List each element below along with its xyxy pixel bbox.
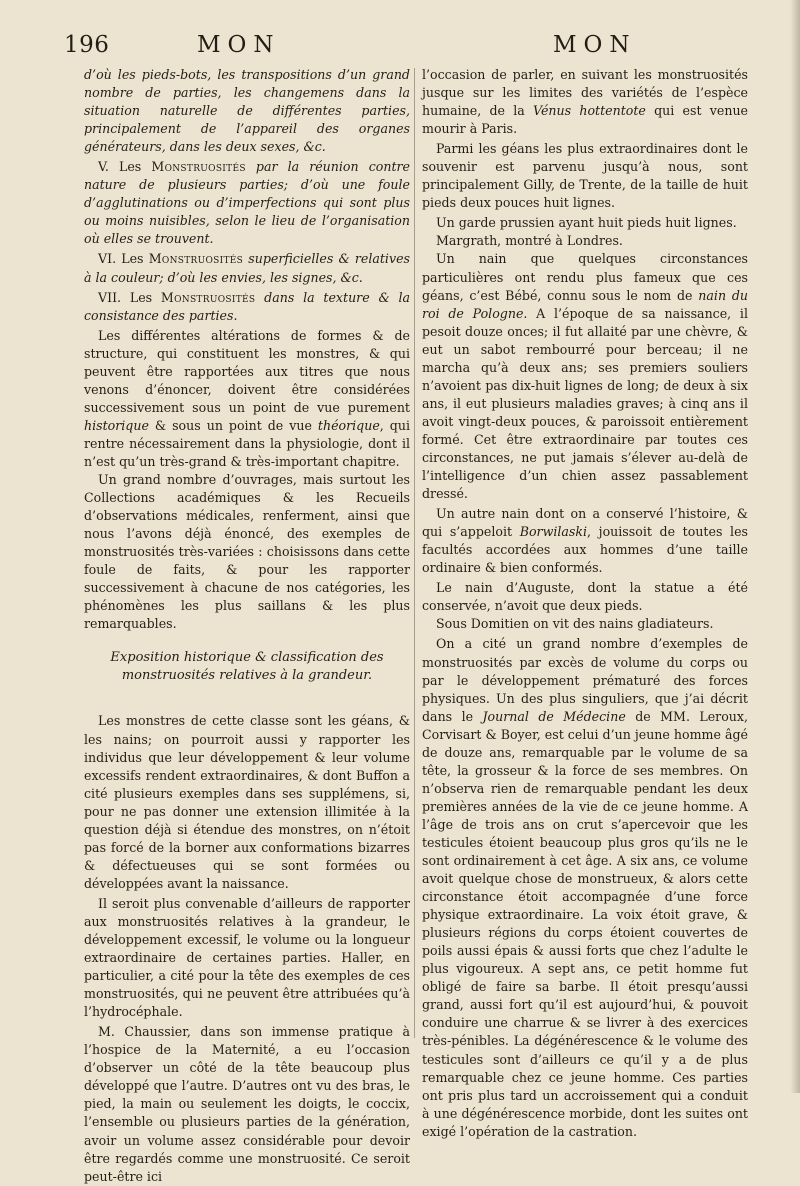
text: V. Les — [98, 159, 152, 175]
text: VII. Les — [98, 289, 161, 305]
paragraph: d’où les pieds-bots, les transpositions d’un grand nombre de parties, les changemens dans la situation naturelle de différentes parties, principalement de l’appareil des organes générateurs, dans les deux sexes, &c. — [84, 67, 410, 155]
text: Un nain que quelques circonstances particulières ont rendu plus fameux que ces géans, c’est Bébé, connu sous le nom de — [422, 251, 748, 303]
text: de MM. Leroux, Corvisart & Boyer, est celui d’un jeune homme âgé de douze ans, remarquable par le volume de sa tête, la grosseur & la force de ses membres. On n’observa rien de remarquable pendant les deux premières années de la vie de ce jeune homme. A l’âge de trois ans on crut s’apercevoir que les testicules étoient beaucoup plus gros qu’ils ne le sont ordinairement à cet âge. A six ans, ce volume avoit quelque chose de monstrueux, & alors cette circonstance étoit accompagnée d’une force physique extraordinaire. La voix étoit grave, & plusieurs régions du corps étoient couvertes de poils aussi épais & aussi forts que chez l’adulte le plus vigoureux. A sept ans, ce petit homme fut obligé de faire sa barbe. Il étoit presqu’aussi grand, aussi fort qu’il est aujourd’hui, & pouvoit conduire une charrue & se livrer à des exercices très-pénibles. La dégénérescence & le volume des testicules sont d’ailleurs ce qu’il y a de plus remarquable chez ce jeune homme. Ces parties ont pris plus tard un accroissement qui a conduit à une dégénérescence morbide, dont les suites ont exigé l’opération de la castration. — [422, 708, 749, 1139]
small-caps-term: Monstruosités — [160, 289, 256, 305]
text: Les différentes altérations de formes & de structure, qui constituent les monstres, & qui peuvent être rapportées aux titres que nous venons d’énoncer, doivent être considérées successivement sous un point de vue purement — [84, 327, 410, 415]
text: , qui rentre nécessairement dans la physiologie, dont il n’est qu’un très-grand & très-important chapitre. — [84, 417, 410, 469]
text: On a cité un grand nombre d’exemples de monstruosités par excès de volume du corps ou par le développement prématuré des forces physiques. Un des plus singuliers, que j’ai décrit dans le — [422, 636, 748, 724]
paragraph: Il seroit plus convenable d’ailleurs de rapporter aux monstruosités relatives à la grandeur, le développement excessif, le volume ou la longueur extraordinaire de certaines parties. Haller, en particulier, a cité pour la tête des exemples de ces monstruosités, qui ne peuvent être attribuées qu’à l’hydrocéphale. — [84, 895, 410, 1020]
text: . A l’époque de sa naissance, il pesoit douze onces; il fut allaité par une chèvre, & eut un sabot rembourré pour berceau; il ne marcha qu’à deux ans; ses premiers souliers n’avoient pas dix-huit lignes de long; de deux à six ans, il eut plusieurs maladies graves; à cinq ans il avoit vingt-deux pouces, & paroissoit entièrement formé. Cet être extraordinaire par toutes ces circonstances, ne put jamais s’élever au-delà de l’intelligence d’un chien assez passablement dressé. — [422, 305, 748, 502]
italic-text: superficielles & relatives à la couleur; d’où les envies, les signes, &c. — [84, 251, 410, 285]
small-caps-term: Monstruosités — [151, 159, 246, 175]
italic-text: Journal de Médecine — [482, 708, 626, 724]
italic-text: dans la texture & la consistance des parties. — [84, 289, 410, 323]
running-head-right: MON — [553, 32, 637, 58]
paragraph — [422, 66, 748, 138]
paragraph — [84, 327, 410, 471]
italic-text: théorique — [317, 417, 380, 433]
category-vii — [84, 289, 410, 325]
column-divider — [414, 68, 415, 1038]
text: , jouissoit de toutes les facultés accordées aux hommes d’une taille ordinaire & bien conformés. — [422, 524, 748, 576]
italic-text: par la réunion contre nature de plusieurs parties; d’où une foule d’agglutinations ou d’imperfections qui sont plus ou moins nuisibles, selon le lieu de l’organisation où elles se trouvent. — [84, 159, 410, 247]
italic-text: Borwilaski — [519, 524, 588, 540]
paragraph: Les monstres de cette classe sont les géans, & les nains; on pourroit aussi y rapporter les individus que leur développement & leur volume excessifs rendent extraordinaires, & dont Buffon a cité plusieurs exemples dans ses supplémens, si, pour ne pas donner une extension illimitée à la question déjà si étendue des monstres, on n’étoit pas forcé de la borner aux conformations bizarres & défectueuses qui se sont formées ou développées avant la naissance. — [84, 713, 410, 891]
category-vi — [84, 250, 410, 286]
paragraph: Un grand nombre d’ouvrages, mais surtout les Collections académiques & les Recueils d’observations médicales, renferment, ainsi que nous l’avons déjà énoncé, des exemples de monstruosités très-variées : choisissons dans cette foule de faits, & pour les rapporter successivement à chacune de nos catégories, les phénomènes les plus saillans & les plus remarquables. — [84, 472, 410, 632]
paragraph: M. Chaussier, dans son immense pratique à l’hospice de la Maternité, a eu l’occasion d’observer un côté de la tête beaucoup plus développé que l’autre. D’autres ont vu des bras, le pied, la main ou seulement les doigts, le coccix, l’ensemble ou plusieurs parties de la génération, avoir un volume assez considérable pour devoir être regardés comme une monstruosité. Ce seroit peut-être ici — [84, 1024, 410, 1184]
paragraph: Sous Domitien on vit des nains gladiateurs. — [436, 616, 714, 632]
text: l’occasion de parler, en suivant les monstruosités jusque sur les limites des variétés de l’espèce humaine, de la — [422, 67, 748, 119]
italic-text: Vénus hottentote — [533, 103, 646, 119]
page-number: 196 — [64, 32, 110, 58]
page-edge-shadow — [790, 0, 800, 1093]
paragraph: Parmi les géans les plus extraordinaires dont le souvenir est parvenu jusqu’à nous, sont principalement Gilly, de Trente, de la taille de huit pieds deux pouces huit lignes. — [422, 141, 748, 211]
paragraph: Un garde prussien ayant huit pieds huit lignes. — [436, 215, 737, 231]
paragraph: Le nain d’Auguste, dont la statue a été conservée, n’avoit que deux pieds. — [422, 580, 748, 614]
text: & sous un point de vue — [148, 417, 318, 433]
right-column — [422, 66, 748, 1141]
running-head-left: MON — [197, 32, 281, 58]
paragraph — [422, 505, 748, 577]
section-heading: Exposition historique & classification des monstruosités relatives à la grandeur. — [110, 650, 384, 684]
paragraph — [422, 250, 748, 503]
small-caps-term: Monstruosités — [148, 251, 244, 267]
italic-text: historique — [84, 417, 149, 433]
category-v — [84, 158, 410, 248]
text: Un autre nain dont on a conservé l’histoire, & qui s’appeloit — [422, 506, 748, 540]
left-column — [84, 66, 410, 1186]
paragraph — [422, 635, 748, 1140]
italic-text: nain du roi de Pologne — [422, 287, 749, 321]
paragraph: Margrath, montré à Londres. — [436, 233, 623, 249]
text: qui est venue mourir à Paris. — [422, 103, 749, 137]
text: VI. Les — [98, 251, 149, 267]
